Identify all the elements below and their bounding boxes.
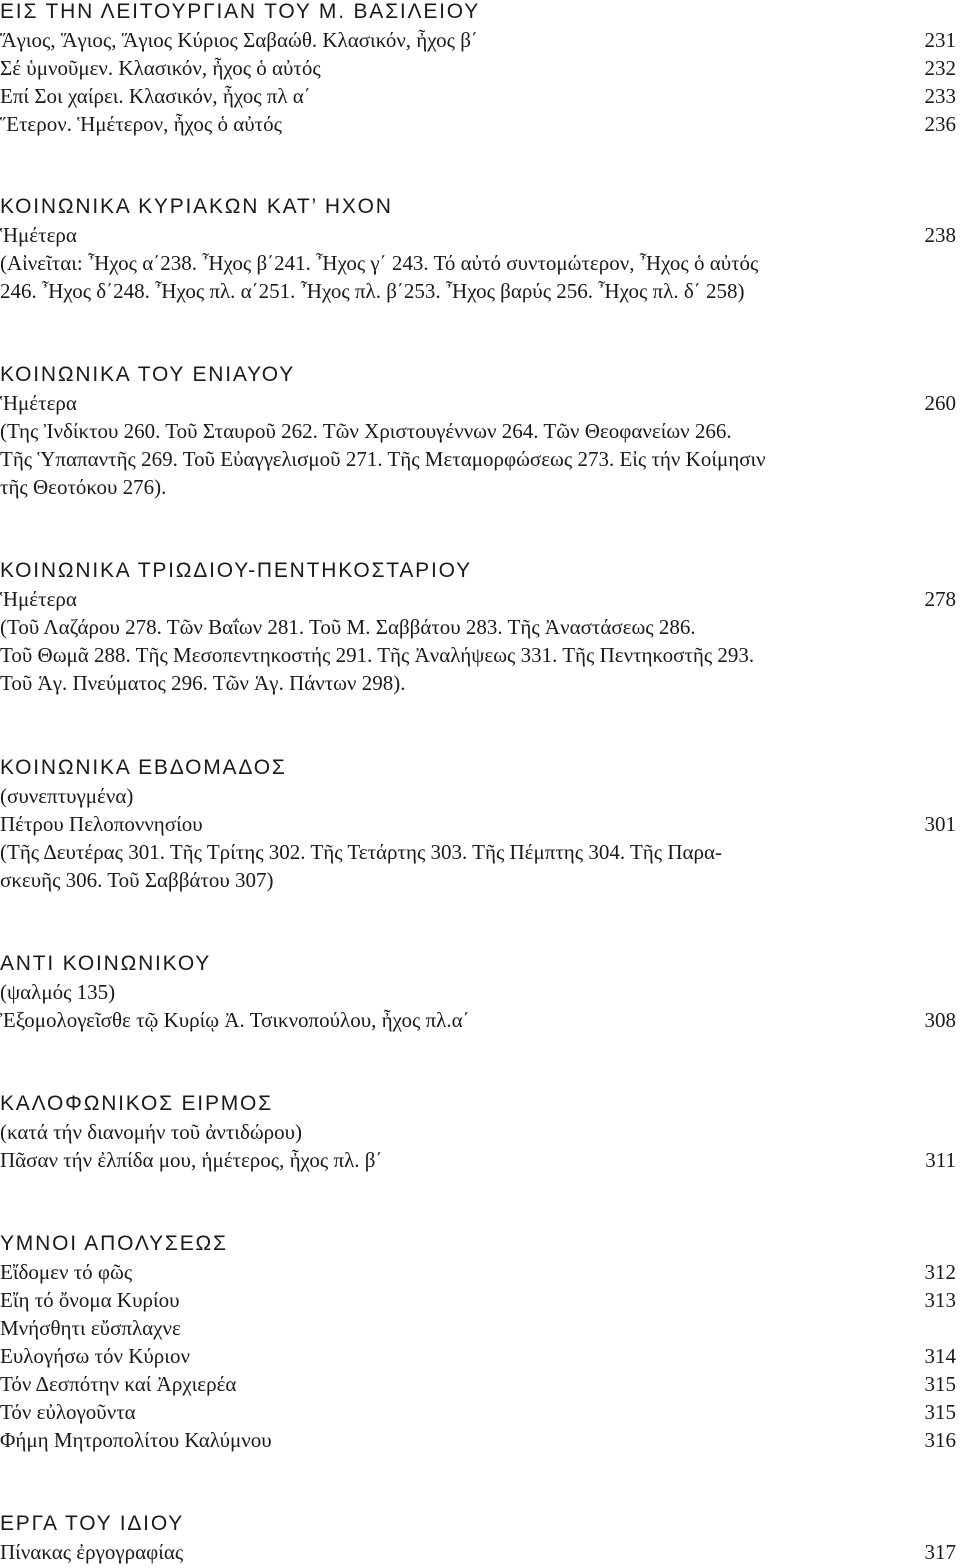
section-heading: ΚΟΙΝΩΝΙΚΑ ΤΡΙΩΔΙΟΥ-ΠΕΝΤΗΚΟΣΤΑΡΙΟΥ: [0, 559, 472, 582]
entry-detail-line: Τῆς Ὑπαπαντῆς 269. Τοῦ Εὐαγγελισμοῦ 271. Τῆς Μεταμορφώσεως 273. Εἰς τήν Κοίμησιν: [0, 447, 766, 471]
entry-title: Επί Σοι χαίρει. Κλασικόν, ἦχος πλ α΄: [0, 84, 311, 108]
entry-title: Τόν εὐλογοῦντα: [0, 1400, 136, 1424]
section-heading: ΚΟΙΝΩΝΙΚΑ ΕΒΔΟΜΑΔΟΣ: [0, 756, 287, 779]
toc-section: [0, 193, 956, 305]
entry-page: 308: [924, 1008, 956, 1032]
entry-title: Ἡμέτερα: [0, 223, 77, 247]
entry-title: Ἅγιος, Ἅγιος, Ἅγιος Κύριος Σαβαώθ. Κλασικόν, ἦχος β΄: [0, 28, 478, 52]
section-subtitle: (ψαλμός 135): [0, 980, 116, 1004]
entry-page: 231: [924, 28, 956, 52]
entry-title: Εἴδομεν τό φῶς: [0, 1260, 133, 1284]
toc-entry: [0, 389, 956, 417]
toc-section: [0, 1230, 956, 1454]
entry-page: 278: [924, 587, 956, 611]
entry-page: 311: [925, 1148, 956, 1172]
entry-detail-line: Τοῦ Θωμᾶ 288. Τῆς Μεσοπεντηκοστής 291. Τῆς Ἀναλήψεως 331. Τῆς Πεντηκοστῆς 293.: [0, 643, 755, 667]
toc-section: [0, 950, 956, 1034]
toc-entry: [0, 26, 956, 54]
entry-title: Ἡμέτερα: [0, 587, 77, 611]
entry-title: Σέ ὑμνοῦμεν. Κλασικόν, ἦχος ὁ αὐτός: [0, 56, 321, 80]
entry-page: 312: [924, 1260, 956, 1284]
entry-page: 232: [924, 56, 956, 80]
section-heading: ΚΑΛΟΦΩΝΙΚΟΣ ΕΙΡΜΟΣ: [0, 1092, 273, 1115]
entry-page: 314: [924, 1344, 956, 1368]
entry-detail-line: (Της Ἰνδίκτου 260. Τοῦ Σταυροῦ 262. Τῶν Χριστουγέννων 264. Τῶν Θεοφανείων 266.: [0, 419, 732, 443]
toc-entry: [0, 1314, 956, 1342]
entry-page: 236: [924, 112, 956, 136]
entry-detail-line: τῆς Θεοτόκου 276).: [0, 475, 167, 499]
entry-title: Ευλογήσω τόν Κύριον: [0, 1344, 190, 1368]
toc-entry: [0, 1426, 956, 1454]
section-subtitle: (κατά τήν διανομήν τοῦ ἀντιδώρου): [0, 1120, 303, 1144]
entry-page: 233: [924, 84, 956, 108]
entry-title: Πᾶσαν τήν ἐλπίδα μου, ἡμέτερος, ἦχος πλ. β΄: [0, 1148, 383, 1172]
entry-page: 238: [924, 223, 956, 247]
entry-detail-line: (Τῆς Δευτέρας 301. Τῆς Τρίτης 302. Τῆς Τετάρτης 303. Τῆς Πέμπτης 304. Τῆς Παρα-: [0, 840, 722, 864]
toc-entry: [0, 82, 956, 110]
entry-page: 315: [924, 1400, 956, 1424]
toc-section: [0, 557, 956, 697]
toc-section: [0, 1510, 956, 1566]
toc-entry: [0, 1258, 956, 1286]
section-heading: ΕΡΓΑ ΤΟΥ ΙΔΙΟΥ: [0, 1512, 185, 1535]
toc-entry: [0, 110, 956, 138]
toc-entry: [0, 585, 956, 613]
toc-entry: [0, 1538, 956, 1566]
toc-entry: [0, 810, 956, 838]
entry-page: 316: [924, 1428, 956, 1452]
entry-detail-line: Τοῦ Ἁγ. Πνεύματος 296. Τῶν Ἁγ. Πάντων 298).: [0, 671, 406, 695]
section-heading: ΚΟΙΝΩΝΙΚΑ ΚΥΡΙΑΚΩΝ ΚΑΤ’ ΗΧΟΝ: [0, 195, 393, 218]
toc-entry: [0, 1006, 956, 1034]
toc-section: [0, 1090, 956, 1174]
section-heading: ΑΝΤΙ ΚΟΙΝΩΝΙΚΟΥ: [0, 952, 212, 975]
entry-detail-line: (Αἰνεῖται: Ἦχος α΄238. Ἦχος β΄241. Ἦχος γ΄ 243. Τό αὐτό συντομώτερον, Ἦχος ὁ αὐτός: [0, 251, 759, 275]
toc-section: [0, 0, 956, 138]
entry-page: 313: [924, 1288, 956, 1312]
entry-detail-line: σκευῆς 306. Τοῦ Σαββάτου 307): [0, 868, 274, 892]
toc-section: [0, 754, 956, 894]
toc-entry: [0, 1398, 956, 1426]
toc-entry: [0, 1286, 956, 1314]
entry-page: 301: [924, 812, 956, 836]
toc-entry: [0, 1370, 956, 1398]
toc-entry: [0, 1342, 956, 1370]
toc-entry: [0, 54, 956, 82]
entry-title: Ἡμέτερα: [0, 391, 77, 415]
entry-page: 315: [924, 1372, 956, 1396]
entry-title: Εἴη τό ὄνομα Κυρίου: [0, 1288, 180, 1312]
entry-detail-line: 246. Ἦχος δ΄248. Ἦχος πλ. α΄251. Ἦχος πλ. β΄253. Ἦχος βαρύς 256. Ἦχος πλ. δ΄ 258): [0, 279, 745, 303]
entry-title: Μνήσθητι εὔσπλαχνε: [0, 1316, 181, 1340]
entry-title: Φήμη Μητροπολίτου Καλύμνου: [0, 1428, 272, 1452]
toc-entry: [0, 221, 956, 249]
entry-title: Πίνακας ἐργογραφίας: [0, 1540, 184, 1564]
section-heading: ΕΙΣ ΤΗΝ ΛΕΙΤΟΥΡΓΙΑΝ ΤΟΥ Μ. ΒΑΣΙΛΕΙΟΥ: [0, 0, 481, 23]
entry-page: 317: [924, 1540, 956, 1564]
entry-detail-line: (Τοῦ Λαζάρου 278. Τῶν Βαΐων 281. Τοῦ Μ. Σαββάτου 283. Τῆς Ἀναστάσεως 286.: [0, 615, 696, 639]
entry-title: Ἐξομολογεῖσθε τῷ Κυρίῳ Ἀ. Τσικνοπούλου, ἦχος πλ.α΄: [0, 1008, 470, 1032]
entry-title: Πέτρου Πελοποννησίου: [0, 812, 203, 836]
entry-page: 260: [924, 391, 956, 415]
toc-entry: [0, 1146, 956, 1174]
section-subtitle: (συνεπτυγμένα): [0, 784, 134, 808]
entry-title: Τόν Δεσπότην καί Ἀρχιερέα: [0, 1372, 237, 1396]
entry-title: Ἕτερον. Ἡμέτερον, ἦχος ὁ αὐτός: [0, 112, 282, 136]
section-heading: ΚΟΙΝΩΝΙΚΑ ΤΟΥ ΕΝΙΑΥΟΥ: [0, 363, 296, 386]
section-heading: ΥΜΝΟΙ ΑΠΟΛΥΣΕΩΣ: [0, 1232, 228, 1255]
toc-section: [0, 361, 956, 501]
